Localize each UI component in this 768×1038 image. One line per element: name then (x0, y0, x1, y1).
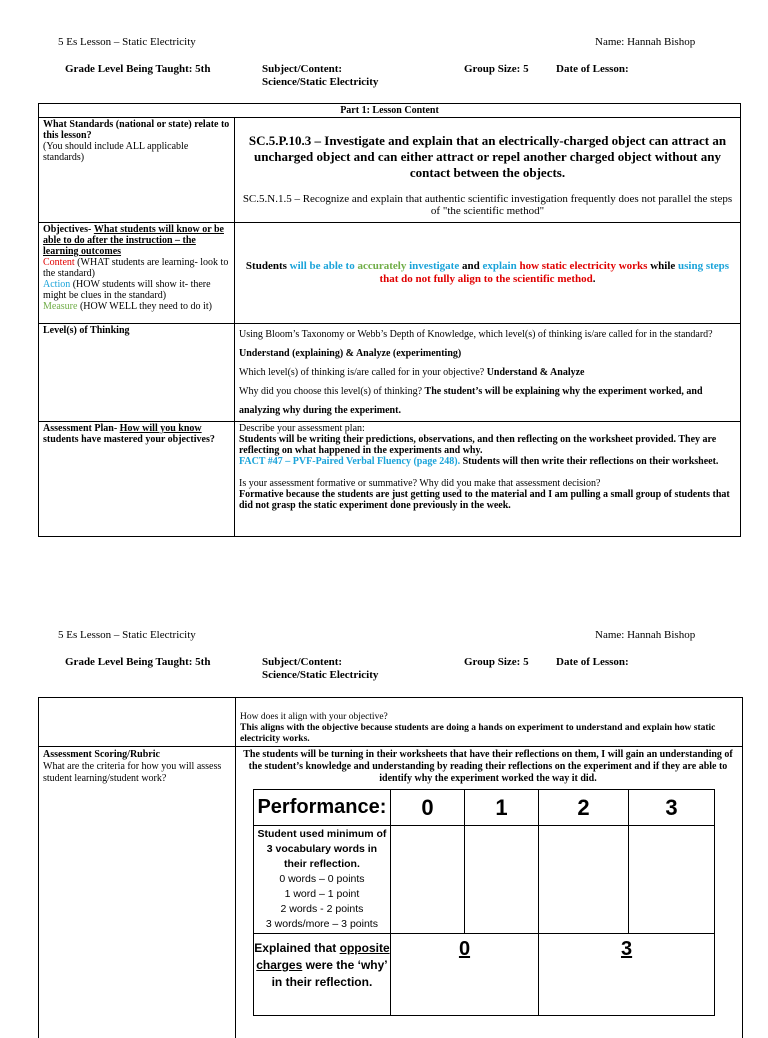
align-block (240, 712, 736, 745)
assessment-fact: FACT #47 – PVF-Paired Verbal Fluency (page 248). (239, 456, 461, 467)
obj-seg-9: using steps (678, 260, 730, 272)
action-text: (HOW students will show it- there might be clues in the standard) (43, 279, 211, 301)
rubric-score-1: 1 (465, 790, 539, 826)
rubric-row2-a: Explained that (254, 941, 340, 955)
subject-label: Subject/Content: (262, 63, 343, 75)
subject-value: Science/Static Electricity (262, 76, 379, 88)
objectives-answer (235, 223, 741, 324)
lesson-title: 5 Es Lesson – Static Electricity (58, 36, 196, 48)
thinking-p2b: Understand & Analyze (486, 367, 585, 378)
standard-2: SC.5.N.1.5 – Recognize and explain that authentic scientific investigation frequently does not parallel the steps of "the scientific method" (242, 193, 733, 217)
rubric-row2-low: 0 (390, 934, 538, 1016)
rubric-row1-title: Student used minimum of 3 vocabulary words in their reflection. (257, 828, 387, 870)
obj-seg-3: accurately (357, 260, 410, 272)
assessment-describe: Describe your assessment plan: (239, 423, 365, 434)
rubric-row1-line-2: 2 words - 2 points (280, 903, 364, 915)
rubric-row2-b: opposite charges (256, 941, 390, 972)
standard-1: SC.5.P.10.3 – Investigate and explain that an electrically-charged object can attract an uncharged object and can either attract or repel another charged object without any contact between the objects. (248, 133, 727, 180)
objectives-lead: Objectives- (43, 224, 92, 235)
align-answer: This aligns with the objective because students are doing a hands on experiment to understand and explain how static electricity works. (240, 723, 716, 744)
rubric-row1-criteria (254, 826, 391, 934)
obj-seg-4: investigate (409, 260, 462, 272)
lesson-date-p2: Date of Lesson: (556, 656, 629, 668)
subject-value-p2: Science/Static Electricity (262, 669, 379, 681)
rubric-table (253, 789, 715, 1016)
assessment-plan-2: Students will then write their reflections on their worksheet. (460, 456, 719, 467)
thinking-answer (235, 324, 741, 422)
rubric-row1-line-3: 3 words/more – 3 points (265, 918, 378, 930)
rubric-score-2: 2 (539, 790, 629, 826)
row-divider (39, 746, 742, 747)
assessment-plan-1: Students will be writing their predictions, observations, and then reflecting on the worksheet provided. They are reflecting on what happened in the experiments and why. (239, 434, 717, 456)
standards-q1: What Standards (national or state) relate to this lesson? (43, 119, 230, 141)
thinking-p3b: The student’s will be explaining why the experiment worked, and analyzing why during the experiment. (239, 386, 703, 416)
action-label: Action (43, 279, 71, 290)
content-label: Content (43, 257, 75, 268)
rubric-row1-cell-3 (629, 826, 715, 934)
rubric-header: Performance: (254, 790, 391, 826)
obj-seg-1: Students (245, 260, 290, 272)
rubric-row1-line-1: 1 word – 1 point (284, 888, 360, 900)
rubric-row2-high: 3 (539, 934, 715, 1016)
rubric-label: Assessment Scoring/Rubric (43, 749, 160, 760)
standards-answer (235, 118, 741, 223)
measure-text: (HOW WELL they need to do it) (77, 301, 212, 312)
content-text: (WHAT students are learning- look to the standard) (43, 257, 229, 279)
rubric-row2-criteria (254, 934, 391, 1016)
assessment-form-question: Is your assessment formative or summative? Why did you make that assessment decision? (239, 478, 601, 489)
assessment-question (39, 422, 235, 537)
rubric-score-3: 3 (629, 790, 715, 826)
rubric-text: The students will be turning in their worksheets that have their reflections on them, I will gain an understanding of the student’s knowledge and understanding by reading their reflections on the experiment and if they are able to identify why the experiment worked the way it did. (243, 749, 733, 784)
obj-seg-8: while (650, 260, 679, 272)
lesson-title-p2: 5 Es Lesson – Static Electricity (58, 629, 196, 641)
rubric-criteria-question: What are the criteria for how you will assess student learning/student work? (43, 761, 222, 784)
assessment-rest: students have mastered your objectives? (43, 434, 215, 445)
obj-seg-6: explain (482, 260, 520, 272)
lesson-date: Date of Lesson: (556, 63, 629, 75)
assessment-lead-underlined: How will you know (119, 423, 202, 434)
lesson-content-table (38, 103, 741, 537)
rubric-row2-c: were the ‘why’ in their reflection. (271, 958, 388, 989)
grade-level: Grade Level Being Taught: 5th (65, 63, 211, 75)
assessment-lead: Assessment Plan- (43, 423, 120, 434)
thinking-question (39, 324, 235, 422)
thinking-p2a: Which level(s) of thinking is/are called for in your objective? (239, 367, 487, 378)
standards-question (39, 118, 235, 223)
group-size-p2: Group Size: 5 (464, 656, 529, 668)
thinking-label: Level(s) of Thinking (43, 325, 130, 336)
obj-seg-11: . (592, 273, 596, 285)
group-size: Group Size: 5 (464, 63, 529, 75)
assessment-answer (235, 422, 741, 537)
teacher-name: Name: Hannah Bishop (595, 36, 696, 48)
obj-seg-2: will be able to (289, 260, 358, 272)
rubric-score-0: 0 (390, 790, 464, 826)
obj-seg-5: and (461, 260, 483, 272)
column-divider (235, 698, 236, 1038)
rubric-row1-cell-1 (465, 826, 539, 934)
align-question: How does it align with your objective? (240, 712, 388, 722)
standards-q2: (You should include ALL applicable standards) (43, 141, 189, 163)
objectives-question (39, 223, 235, 324)
thinking-p1a: Using Bloom’s Taxonomy or Webb’s Depth of Knowledge, which level(s) of thinking is/are called for in the standard? (239, 329, 713, 340)
obj-seg-7: how static electricity works (519, 260, 651, 272)
rubric-question (43, 749, 231, 785)
thinking-p3a: Why did you choose this level(s) of thinking? (239, 386, 425, 397)
objectives-lead-underlined: What students will know or be able to do after the instruction – the learning outcomes (43, 224, 224, 257)
measure-label: Measure (43, 301, 78, 312)
rubric-row1-cell-2 (539, 826, 629, 934)
part1-title: Part 1: Lesson Content (39, 104, 741, 118)
subject-label-p2: Subject/Content: (262, 656, 343, 668)
rubric-row1-cell-0 (390, 826, 464, 934)
assessment-form-answer: Formative because the students are just getting used to the material and I am pulling a small group of students that did not grasp the static experiment done previously in the week. (239, 489, 730, 511)
grade-level-p2: Grade Level Being Taught: 5th (65, 656, 211, 668)
thinking-p1b: Understand (explaining) & Analyze (experimenting) (239, 348, 462, 359)
obj-seg-10: that do not fully align to the scientific method (379, 273, 593, 285)
objective-statement (239, 260, 736, 286)
rubric-row1-line-0: 0 words – 0 points (279, 873, 365, 885)
teacher-name-p2: Name: Hannah Bishop (595, 629, 696, 641)
